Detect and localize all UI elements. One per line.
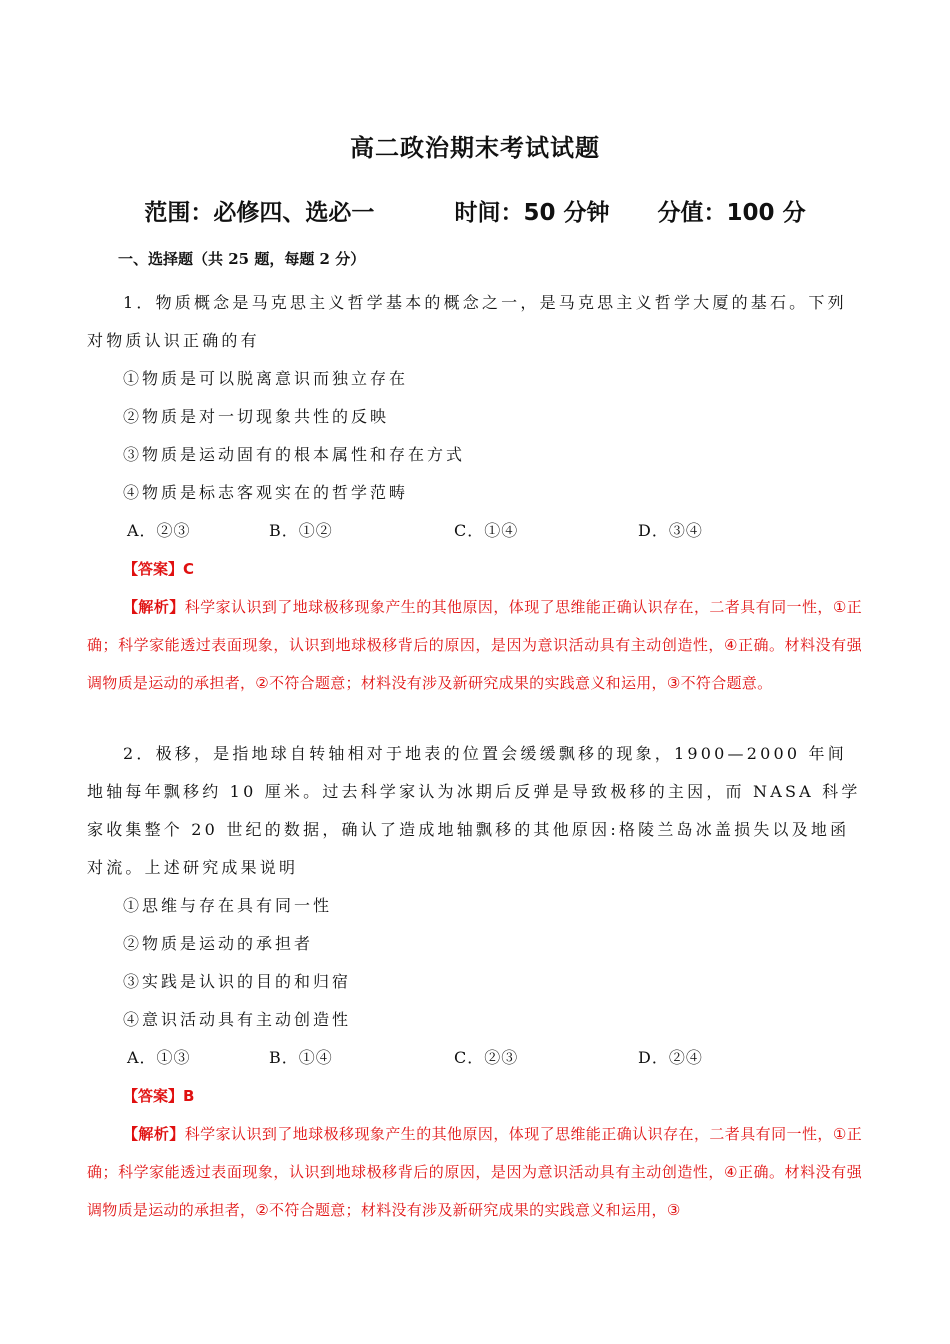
answer-key: 【答案】B	[123, 1087, 195, 1105]
statement-option: ③物质是运动固有的根本属性和存在方式	[123, 445, 466, 464]
section-heading: 一、选择题（共 25 题，每题 2 分）	[118, 250, 366, 268]
statement-option: ④意识活动具有主动创造性	[123, 1010, 352, 1029]
document-title: 高二政治期末考试试题	[350, 134, 600, 162]
question-2	[87, 735, 862, 1229]
statement-option: ③实践是认识的目的和归宿	[123, 972, 352, 991]
analysis-tag: 【解析】	[123, 1125, 185, 1143]
analysis-tag: 【解析】	[123, 598, 185, 616]
choice-c: C．①④	[454, 521, 519, 540]
question-stem: 2．极移，是指地球自转轴相对于地表的位置会缓缓飘移的现象，1900—2000 年间地轴每年飘移约 10 厘米。过去科学家认为冰期后反弹是导致极移的主因，而 NASA 科学家收集整个 20 世纪的数据，确认了造成地轴飘移的其他原因:格陵兰岛冰盖损失以及地函对流。上述研究成果说明	[87, 744, 861, 877]
statement-option: ②物质是对一切现象共性的反映	[123, 407, 390, 426]
statement-option: ②物质是运动的承担者	[123, 934, 314, 953]
choice-d: D．③④	[638, 521, 703, 540]
analysis-body: 科学家认识到了地球极移现象产生的其他原因，体现了思维能正确认识存在，二者具有同一性，①正确；科学家能透过表面现象，认识到地球极移背后的原因，是因为意识活动具有主动创造性，④正确。材料没有强调物质是运动的承担者，②不符合题意；材料没有涉及新研究成果的实践意义和运用，③不符合题意。	[87, 598, 863, 692]
choice-c: C．②③	[454, 1048, 519, 1067]
choice-d: D．②④	[638, 1048, 703, 1067]
answer-key: 【答案】C	[123, 560, 195, 578]
choice-a: A．②③	[127, 521, 191, 540]
statement-option: ①思维与存在具有同一性	[123, 896, 333, 915]
statement-option: ①物质是可以脱离意识而独立存在	[123, 369, 409, 388]
answer-choices	[87, 1039, 862, 1077]
statement-option: ④物质是标志客观实在的哲学范畴	[123, 483, 409, 502]
question-1	[87, 284, 862, 702]
choice-b: B．①②	[269, 521, 333, 540]
choice-a: A．①③	[127, 1048, 191, 1067]
choice-b: B．①④	[269, 1048, 333, 1067]
answer-choices	[87, 512, 862, 550]
analysis-text	[87, 588, 862, 702]
exam-info: 范围：必修四、选必一 时间：50 分钟 分值：100 分	[144, 200, 806, 226]
analysis-body: 科学家认识到了地球极移现象产生的其他原因，体现了思维能正确认识存在，二者具有同一性，①正确；科学家能透过表面现象，认识到地球极移背后的原因，是因为意识活动具有主动创造性，④正确。材料没有强调物质是运动的承担者，②不符合题意；材料没有涉及新研究成果的实践意义和运用，③	[87, 1125, 863, 1219]
analysis-text	[87, 1115, 862, 1229]
question-stem: 1．物质概念是马克思主义哲学基本的概念之一，是马克思主义哲学大厦的基石。下列对物质认识正确的有	[87, 293, 847, 350]
